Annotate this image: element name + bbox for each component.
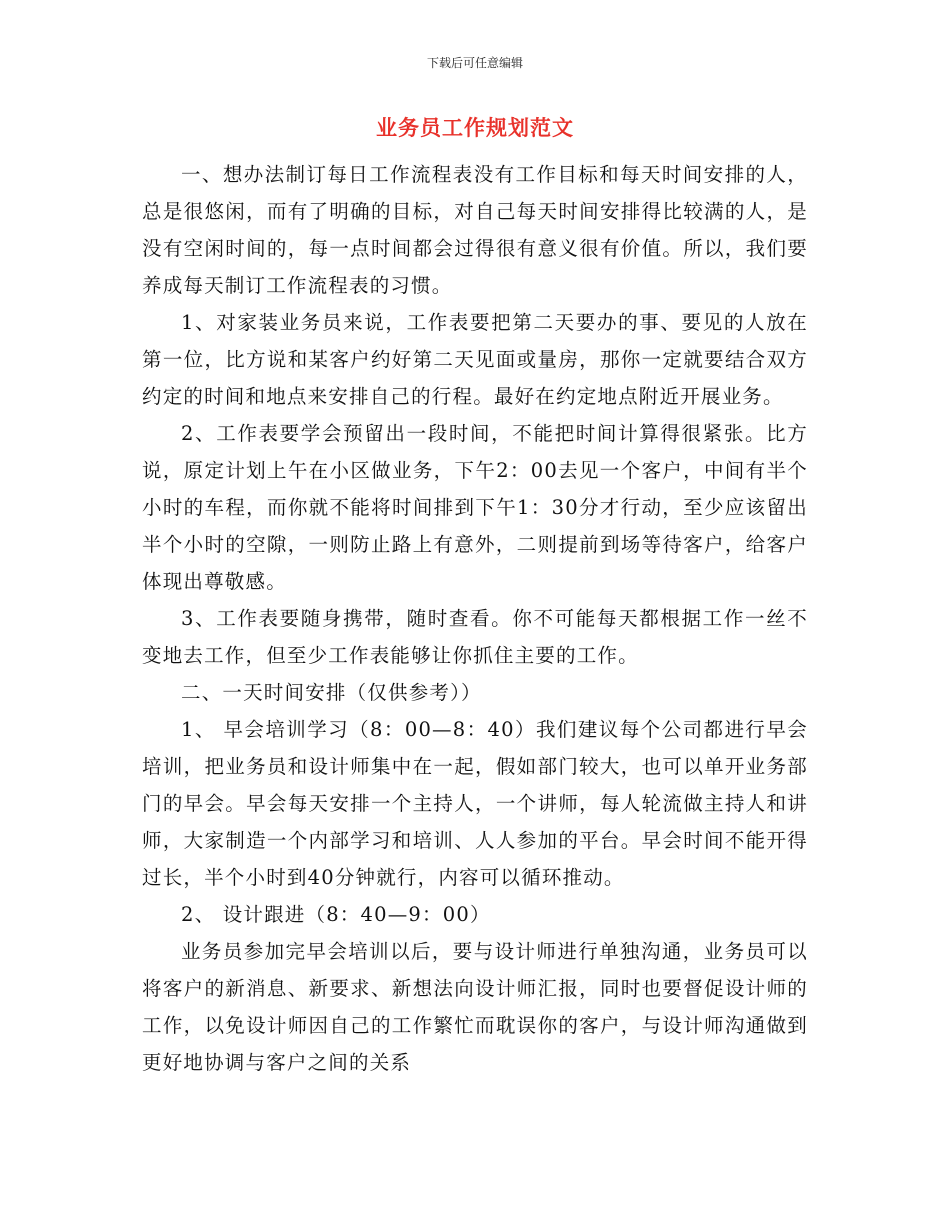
- document-title: 业务员工作规划范文: [376, 115, 574, 140]
- document-body: [142, 156, 808, 1081]
- paragraph: 1、对家装业务员来说，工作表要把第二天要办的事、要见的人放在第一位，比方说和某客户约好第二天见面或量房，那你一定就要结合双方约定的时间和地点来安排自己的行程。最好在约定地点附近开展业务。: [142, 311, 808, 408]
- paragraph: 1、 早会培训学习（8：00—8：40）我们建议每个公司都进行早会培训，把业务员和设计师集中在一起，假如部门较大，也可以单开业务部门的早会。早会每天安排一个主持人，一个讲师，每人轮流做主持人和讲师，大家制造一个内部学习和培训、人人参加的平台。早会时间不能开得过长，半个小时到40分钟就行，内容可以循环推动。: [142, 718, 808, 889]
- paragraph: 一、想办法制订每日工作流程表没有工作目标和每天时间安排的人，总是很悠闲，而有了明确的目标，对自己每天时间安排得比较满的人，是没有空闲时间的，每一点时间都会过得很有意义很有价值。所以，我们要养成每天制订工作流程表的习惯。: [142, 163, 808, 297]
- paragraph: 业务员参加完早会培训以后，要与设计师进行单独沟通，业务员可以将客户的新消息、新要求、新想法向设计师汇报，同时也要督促设计师的工作，以免设计师因自己的工作繁忙而耽误你的客户，与设计师沟通做到更好地协调与客户之间的关系: [142, 940, 808, 1074]
- paragraph: 3、工作表要随身携带，随时查看。你不可能每天都根据工作一丝不变地去工作，但至少工作表能够让你抓住主要的工作。: [142, 607, 808, 667]
- paragraph: 2、工作表要学会预留出一段时间，不能把时间计算得很紧张。比方说，原定计划上午在小区做业务，下午2：00去见一个客户，中间有半个小时的车程，而你就不能将时间排到下午1：30分才行动，至少应该留出半个小时的空隙，一则防止路上有意外，二则提前到场等待客户，给客户体现出尊敬感。: [142, 422, 808, 593]
- subsection-heading: 2、 设计跟进（8：40—9：00）: [181, 903, 491, 926]
- header-note: 下载后可任意编辑: [426, 56, 523, 70]
- section-heading: 二、一天时间安排（仅供参考））: [181, 681, 482, 704]
